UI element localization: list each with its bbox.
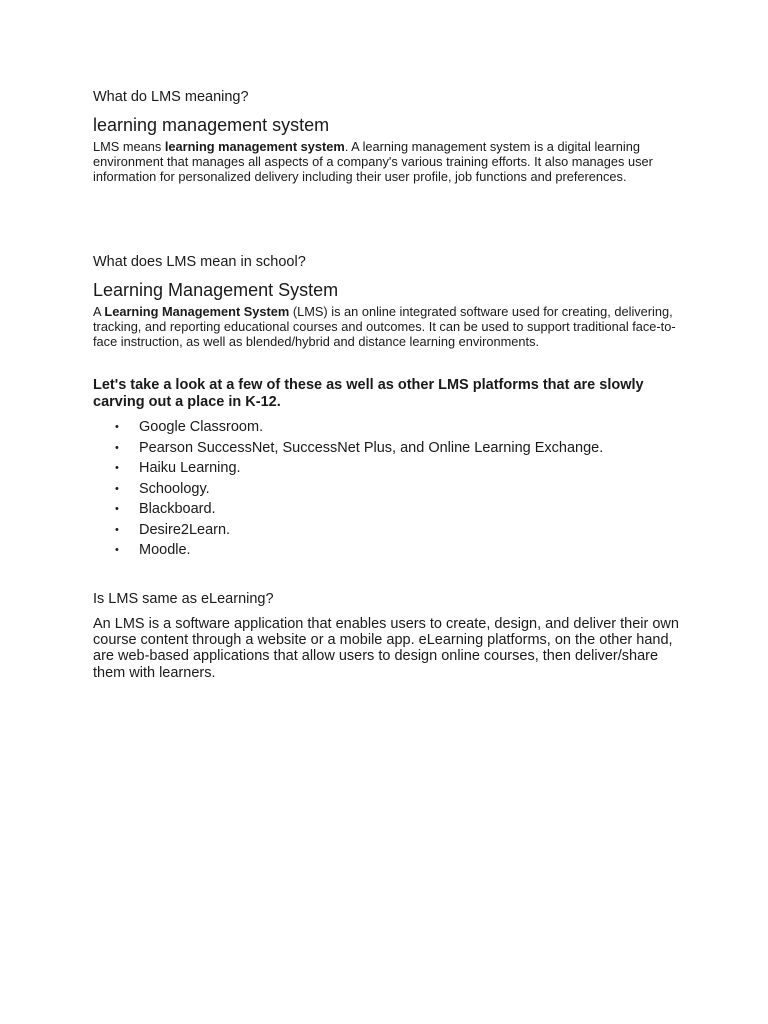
paragraph-lms-elearning: An LMS is a software application that enables users to create, design, and deliver their own course content through a website or a mobile app. eLearning platforms, on the other hand, are web-based applications that allow users to design online courses, then deliver/share them with learners.	[93, 616, 679, 681]
platforms-lead-text: Let's take a look at a few of these as well as other LMS platforms that are slowly carving out a place in K-12.	[93, 377, 644, 410]
list-item	[93, 479, 603, 500]
list-item-label: Haiku Learning.	[139, 460, 241, 476]
lms-platform-list	[93, 417, 603, 561]
bullet-icon: •	[115, 482, 119, 495]
paragraph-lms-school	[93, 304, 683, 350]
paragraph-lms-school-post: (LMS) is an online integrated software used for creating, delivering, tracking, and reporting educational courses and outcomes. It can be used to support traditional face-to-face instruction, as well as blended/hybrid and distance learning environments.	[93, 304, 676, 350]
list-item	[93, 540, 603, 561]
question-lms-meaning: What do LMS meaning?	[93, 89, 249, 105]
bullet-icon: •	[115, 441, 119, 454]
paragraph-lms-meaning-pre: LMS means	[93, 139, 165, 154]
question-lms-school: What does LMS mean in school?	[93, 254, 306, 270]
list-item-label: Schoology.	[139, 480, 210, 497]
list-item	[93, 499, 603, 520]
list-item	[93, 438, 603, 459]
bullet-icon: •	[115, 462, 119, 474]
paragraph-lms-meaning-post: . A learning management system is a digital learning environment that manages all aspects of a company's various training efforts. It also manages user information for personalized delivery including their user profile, job functions and preferences.	[93, 139, 653, 185]
bullet-icon: •	[115, 421, 119, 433]
question-lms-elearning: Is LMS same as eLearning?	[93, 591, 274, 607]
paragraph-lms-meaning	[93, 139, 683, 185]
list-item-label: Google Classroom.	[139, 419, 264, 435]
list-item	[93, 458, 603, 479]
bullet-icon: •	[115, 503, 119, 515]
paragraph-lms-meaning-bold: learning management system	[164, 139, 345, 154]
paragraph-lms-school-pre: A	[93, 304, 105, 319]
list-item	[93, 520, 603, 541]
list-item-label: Desire2Learn.	[139, 521, 231, 538]
heading-learning-management-system-school: Learning Management System	[93, 280, 339, 300]
list-item	[93, 417, 603, 438]
bullet-icon: •	[115, 544, 119, 556]
bullet-icon: •	[115, 523, 119, 536]
list-item-label: Pearson SuccessNet, SuccessNet Plus, and Online Learning Exchange.	[139, 439, 604, 456]
heading-learning-management-system: learning management system	[93, 115, 330, 135]
list-item-label: Moodle.	[139, 542, 191, 558]
paragraph-lms-school-bold: Learning Management System	[104, 304, 290, 319]
list-item-label: Blackboard.	[139, 501, 216, 517]
